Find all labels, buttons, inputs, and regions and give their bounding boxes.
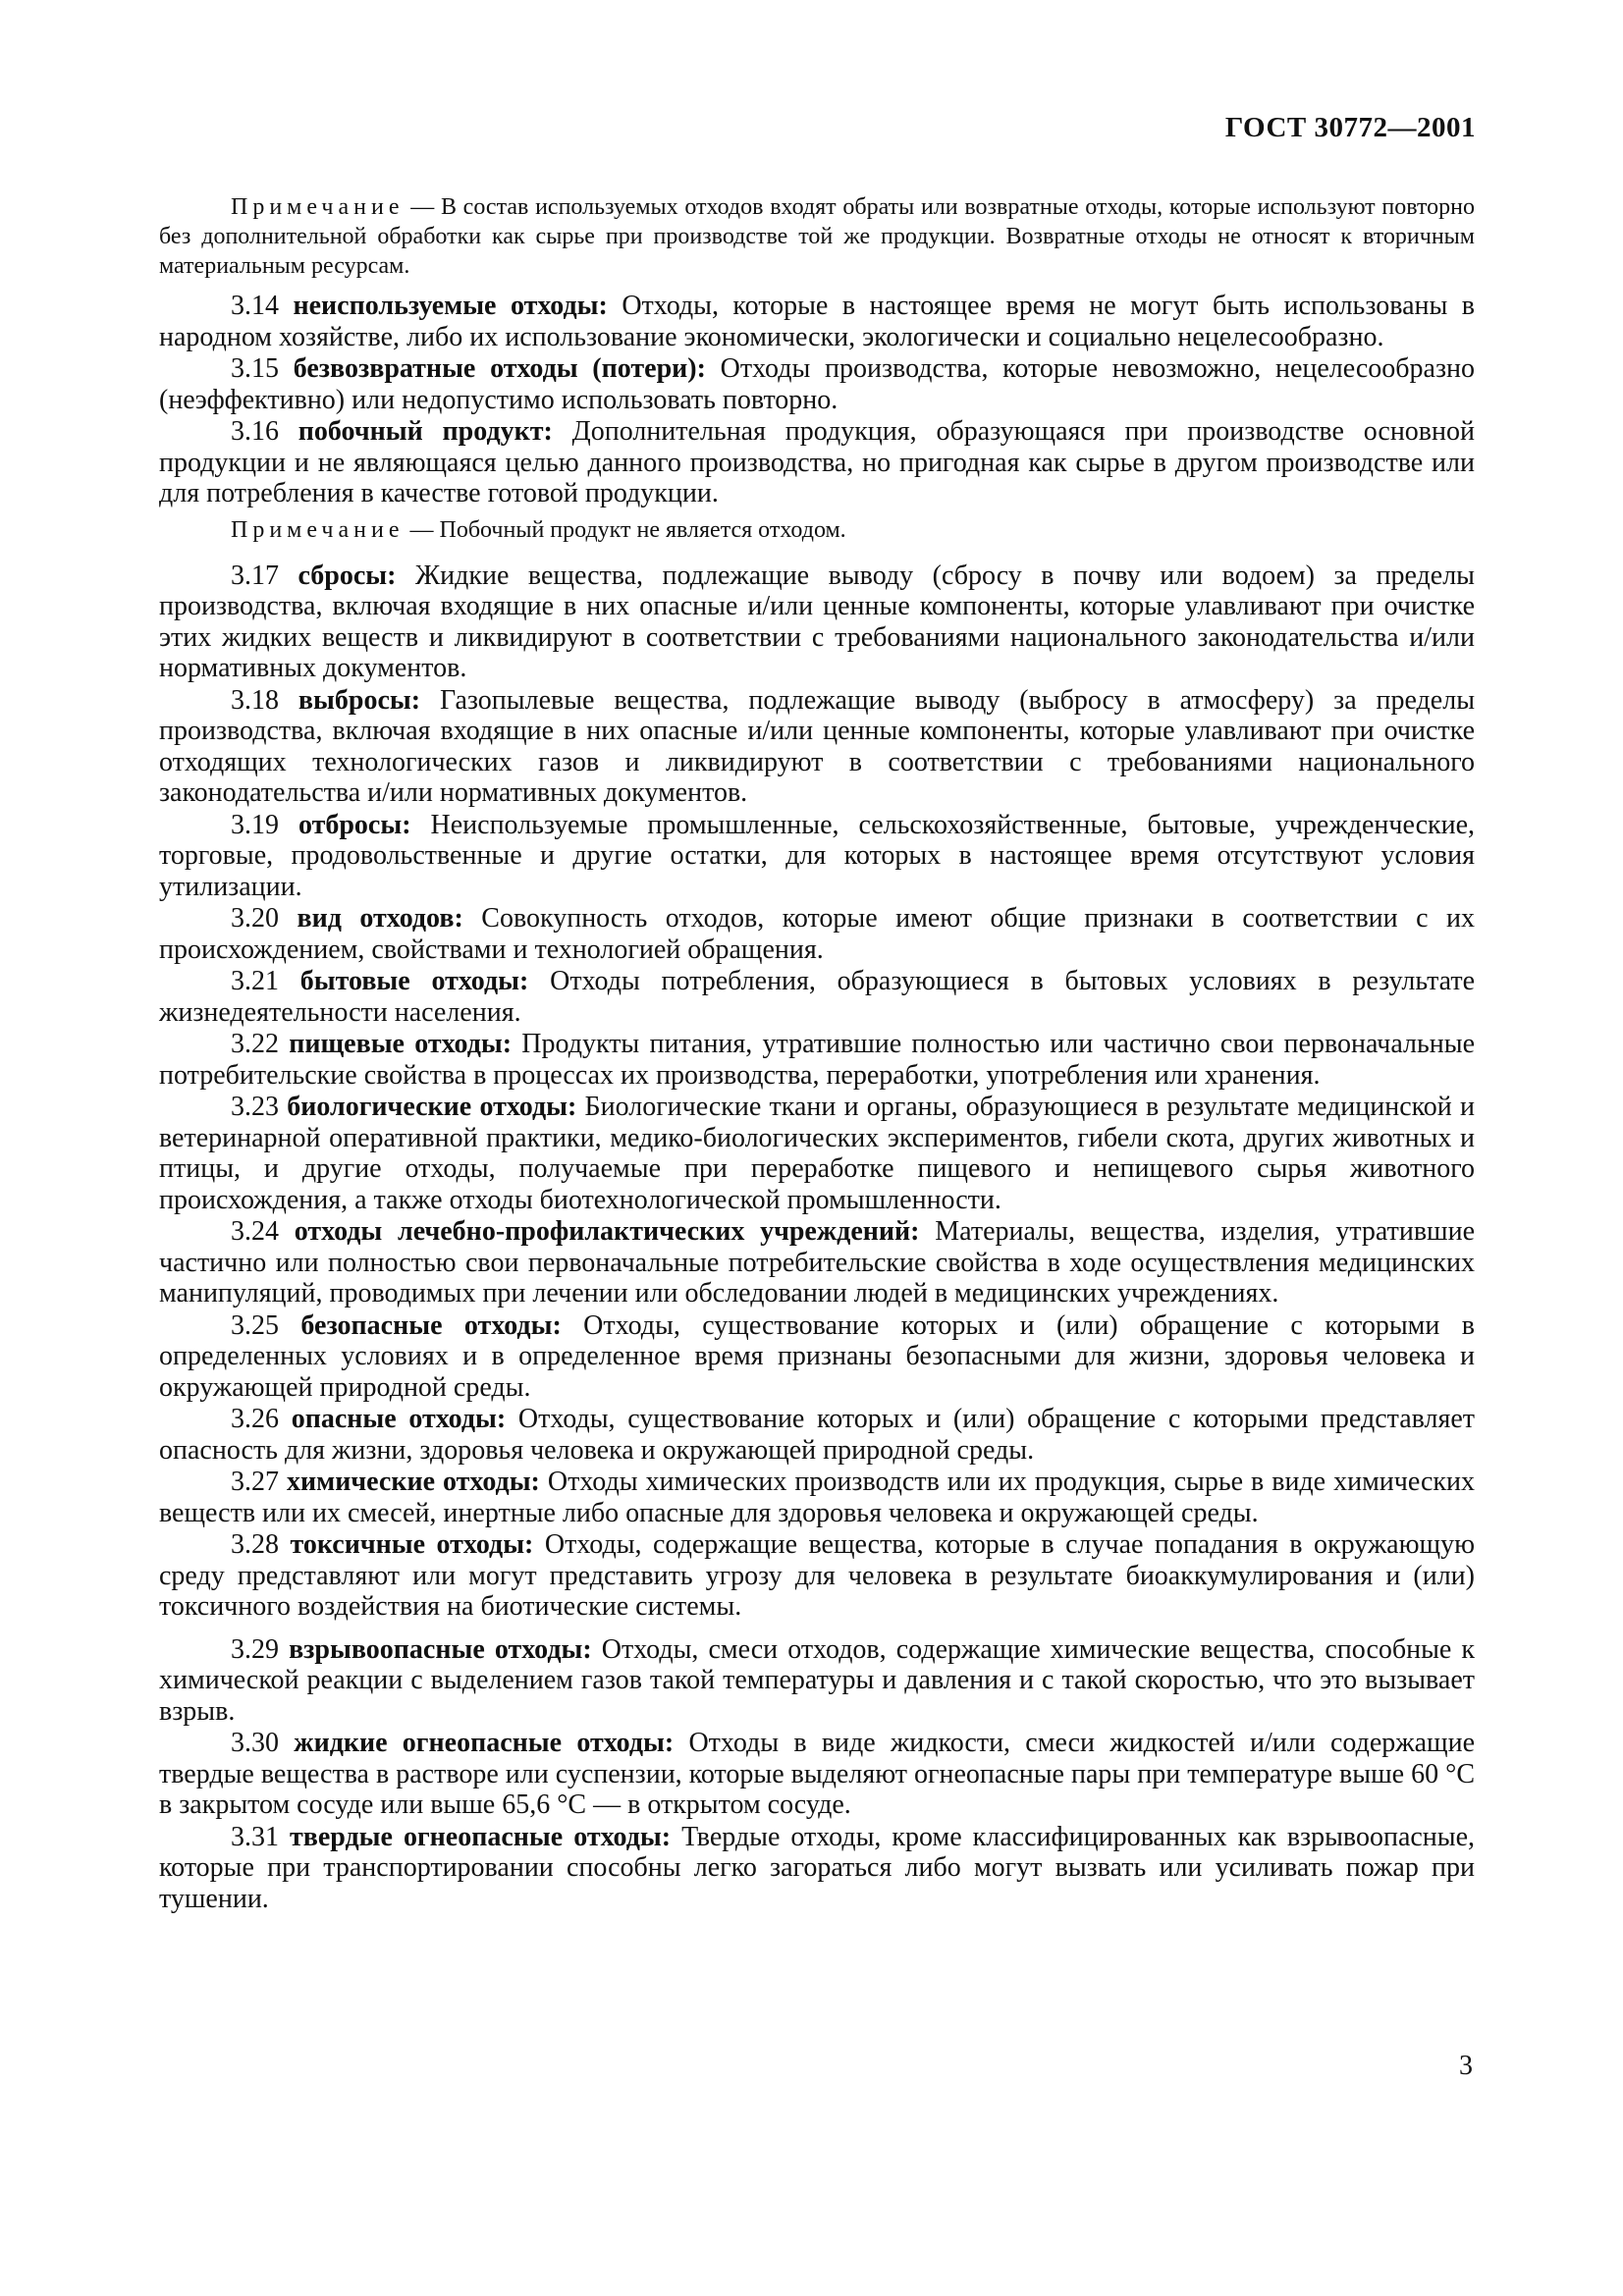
document-id-header: ГОСТ 30772—2001 xyxy=(1224,112,1476,143)
term-name: опасные отходы: xyxy=(291,1404,507,1434)
note-by-product xyxy=(159,515,1475,545)
term-number: 3.25 xyxy=(231,1309,279,1341)
term-number: 3.28 xyxy=(231,1529,279,1560)
term-3-25 xyxy=(159,1310,1475,1404)
term-3-27 xyxy=(159,1467,1475,1528)
term-number: 3.18 xyxy=(231,684,279,716)
term-3-28 xyxy=(159,1529,1475,1623)
term-name: взрывоопасные отходы: xyxy=(289,1633,592,1665)
term-name: неиспользуемые отходы: xyxy=(293,291,608,321)
term-3-21 xyxy=(159,966,1475,1028)
term-3-14 xyxy=(159,291,1475,352)
term-definition: Отходы производства, которые невозможно, нецелесообразно (неэффективно) или недопустимо использовать повторно. xyxy=(159,353,1476,415)
term-definition: Отходы, существование которых и (или) обращение с которыми в определенных условиях и в определенное время признаны безопасными для жизни, здоровья человека и окружающей природной среды. xyxy=(159,1309,1475,1403)
term-definition: Отходы, содержащие вещества, которые в случае попадания в окружающую среду представляют или могут представить угрозу для человека в результате биоаккумулирования и (или) токсичного воздействия на биотические системы. xyxy=(159,1529,1476,1622)
term-definition: Совокупность отходов, которые имеют общие признаки в соответствии с их происхождением, свойствами и технологией обращения. xyxy=(159,903,1476,965)
term-number: 3.21 xyxy=(231,966,279,996)
term-3-31 xyxy=(159,1822,1475,1915)
term-3-20 xyxy=(159,903,1475,965)
term-3-22 xyxy=(159,1029,1475,1091)
term-3-24 xyxy=(159,1216,1475,1309)
term-name: отбросы: xyxy=(298,809,411,840)
term-definition: Биологические ткани и органы, образующиеся в результате медицинской и ветеринарной оперативной практики, медико-биологических экспериментов, гибели скота, других животных и птицы, и другие отходы, получаемые при переработке пищевого и непищевого сырья животного происхождения, а также отходы биотехнологической промышленности. xyxy=(159,1092,1475,1215)
term-definition: Газопылевые вещества, подлежащие выводу (выбросу в атмосферу) за пределы производства, включая входящие в них опасные и/или ценные компоненты, которые улавливают при очистке отходящих технологических газов и ликвидируют в соответствии с требованиями национального законодательства и/или нормативных документов. xyxy=(159,684,1476,808)
term-number: 3.31 xyxy=(231,1821,279,1852)
term-name: бытовые отходы: xyxy=(299,966,529,996)
term-name: сбросы: xyxy=(298,560,397,591)
term-name: жидкие огнеопасные отходы: xyxy=(294,1728,675,1758)
term-number: 3.27 xyxy=(231,1467,279,1497)
term-3-19 xyxy=(159,810,1475,903)
term-definition: Твердые отходы, кроме классифицированных как взрывоопасные, которые при транспортировании способны легко загораться либо могут вызвать или усиливать пожар при тушении. xyxy=(159,1821,1476,1914)
term-number: 3.22 xyxy=(231,1029,279,1059)
term-definition: Отходы, смеси отходов, содержащие химические вещества, способные к химической реакции с выделением газов такой температуры и давления и с такой скоростью, что это вызывает взрыв. xyxy=(159,1633,1476,1727)
term-definition: Материалы, вещества, изделия, утратившие частично или полностью свои первоначальные потребительские свойства в ходе осуществления медицинских манипуляций, проводимых при лечении или обследовании людей в медицинских учреждениях. xyxy=(159,1216,1476,1308)
term-definition: Продукты питания, утратившие полностью или частично свои первоначальные потребительские свойства в процессах их производства, переработки, употребления или хранения. xyxy=(159,1029,1476,1091)
term-name: безопасные отходы: xyxy=(300,1309,562,1341)
term-3-30 xyxy=(159,1728,1475,1821)
term-name: отходы лечебно-профилактических учреждений: xyxy=(294,1216,920,1247)
term-definition: Отходы в виде жидкости, смеси жидкостей и/или содержащие твердые вещества в растворе или суспензии, которые выделяют огнеопасные пары при температуре выше 60 °С в закрытом сосуде или выше 65,6 °С — в открытом сосуде. xyxy=(159,1728,1476,1820)
term-name: твердые огнеопасные отходы: xyxy=(290,1821,672,1852)
term-name: вид отходов: xyxy=(297,903,463,934)
term-definition: Дополнительная продукция, образующаяся при производстве основной продукции и не являющаяся целью данного производства, но пригодная как сырье в другом производстве или для потребления в качестве готовой продукции. xyxy=(159,416,1475,508)
term-definition: Жидкие вещества, подлежащие выводу (сбросу в почву или водоем) за пределы производства, включая входящие в них опасные и/или ценные компоненты, которые улавливают при очистке этих жидких веществ и ликвидируют в соответствии с требованиями национального законодательства и/или нормативных документов. xyxy=(159,560,1475,683)
term-name: биологические отходы: xyxy=(287,1092,577,1122)
term-definition: Отходы, которые в настоящее время не могут быть использованы в народном хозяйстве, либо их использование экономически, экологически и социально нецелесообразно. xyxy=(159,291,1476,352)
term-number: 3.15 xyxy=(231,353,279,384)
term-name: выбросы: xyxy=(298,684,421,716)
term-definition: Неиспользуемые промышленные, сельскохозяйственные, бытовые, учрежденческие, торговые, продовольственные и другие остатки, для которых в настоящее время отсутствуют условия утилизации. xyxy=(159,809,1476,902)
term-3-26 xyxy=(159,1404,1475,1466)
term-name: химические отходы: xyxy=(287,1467,540,1497)
term-number: 3.19 xyxy=(231,809,279,840)
term-number: 3.24 xyxy=(231,1216,279,1247)
note-text: — В состав используемых отходов входят обраты или возвратные отходы, которые используют повторно без дополнительной обработки как сырье при производстве той же продукции. Возвратные отходы не относят к вторичным материальным ресурсам. xyxy=(159,194,1475,279)
term-number: 3.30 xyxy=(231,1728,279,1758)
term-number: 3.17 xyxy=(231,560,279,591)
term-definition: Отходы, существование которых и (или) обращение с которыми представляет опасность для жизни, здоровья человека и окружающей природной среды. xyxy=(159,1404,1475,1466)
term-number: 3.23 xyxy=(231,1092,279,1122)
term-number: 3.29 xyxy=(231,1633,279,1665)
term-number: 3.14 xyxy=(231,291,279,321)
page-content xyxy=(159,192,1475,1915)
term-definition: Отходы потребления, образующиеся в бытовых условиях в результате жизнедеятельности населения. xyxy=(159,966,1476,1028)
term-definition: Отходы химических производств или их продукция, сырье в виде химических веществ или их смесей, инертные либо опасные для здоровья человека и окружающей среды. xyxy=(159,1467,1475,1528)
term-3-16 xyxy=(159,416,1475,509)
term-name: побочный продукт: xyxy=(298,416,553,447)
term-3-17 xyxy=(159,561,1475,684)
term-name: пищевые отходы: xyxy=(289,1029,513,1059)
note-label: Примечание xyxy=(231,516,405,543)
term-number: 3.16 xyxy=(231,416,279,447)
page-number: 3 xyxy=(1459,2051,1473,2081)
note-used-waste xyxy=(159,192,1475,281)
term-3-29 xyxy=(159,1634,1475,1728)
note-text: — Побочный продукт не является отходом. xyxy=(404,516,846,543)
term-name: токсичные отходы: xyxy=(290,1529,534,1560)
note-label: Примечание xyxy=(231,194,405,220)
term-name: безвозвратные отходы (потери): xyxy=(293,353,706,384)
term-3-18 xyxy=(159,685,1475,809)
term-3-15 xyxy=(159,353,1475,415)
term-3-23 xyxy=(159,1092,1475,1215)
term-number: 3.20 xyxy=(231,903,279,934)
term-number: 3.26 xyxy=(231,1404,279,1434)
